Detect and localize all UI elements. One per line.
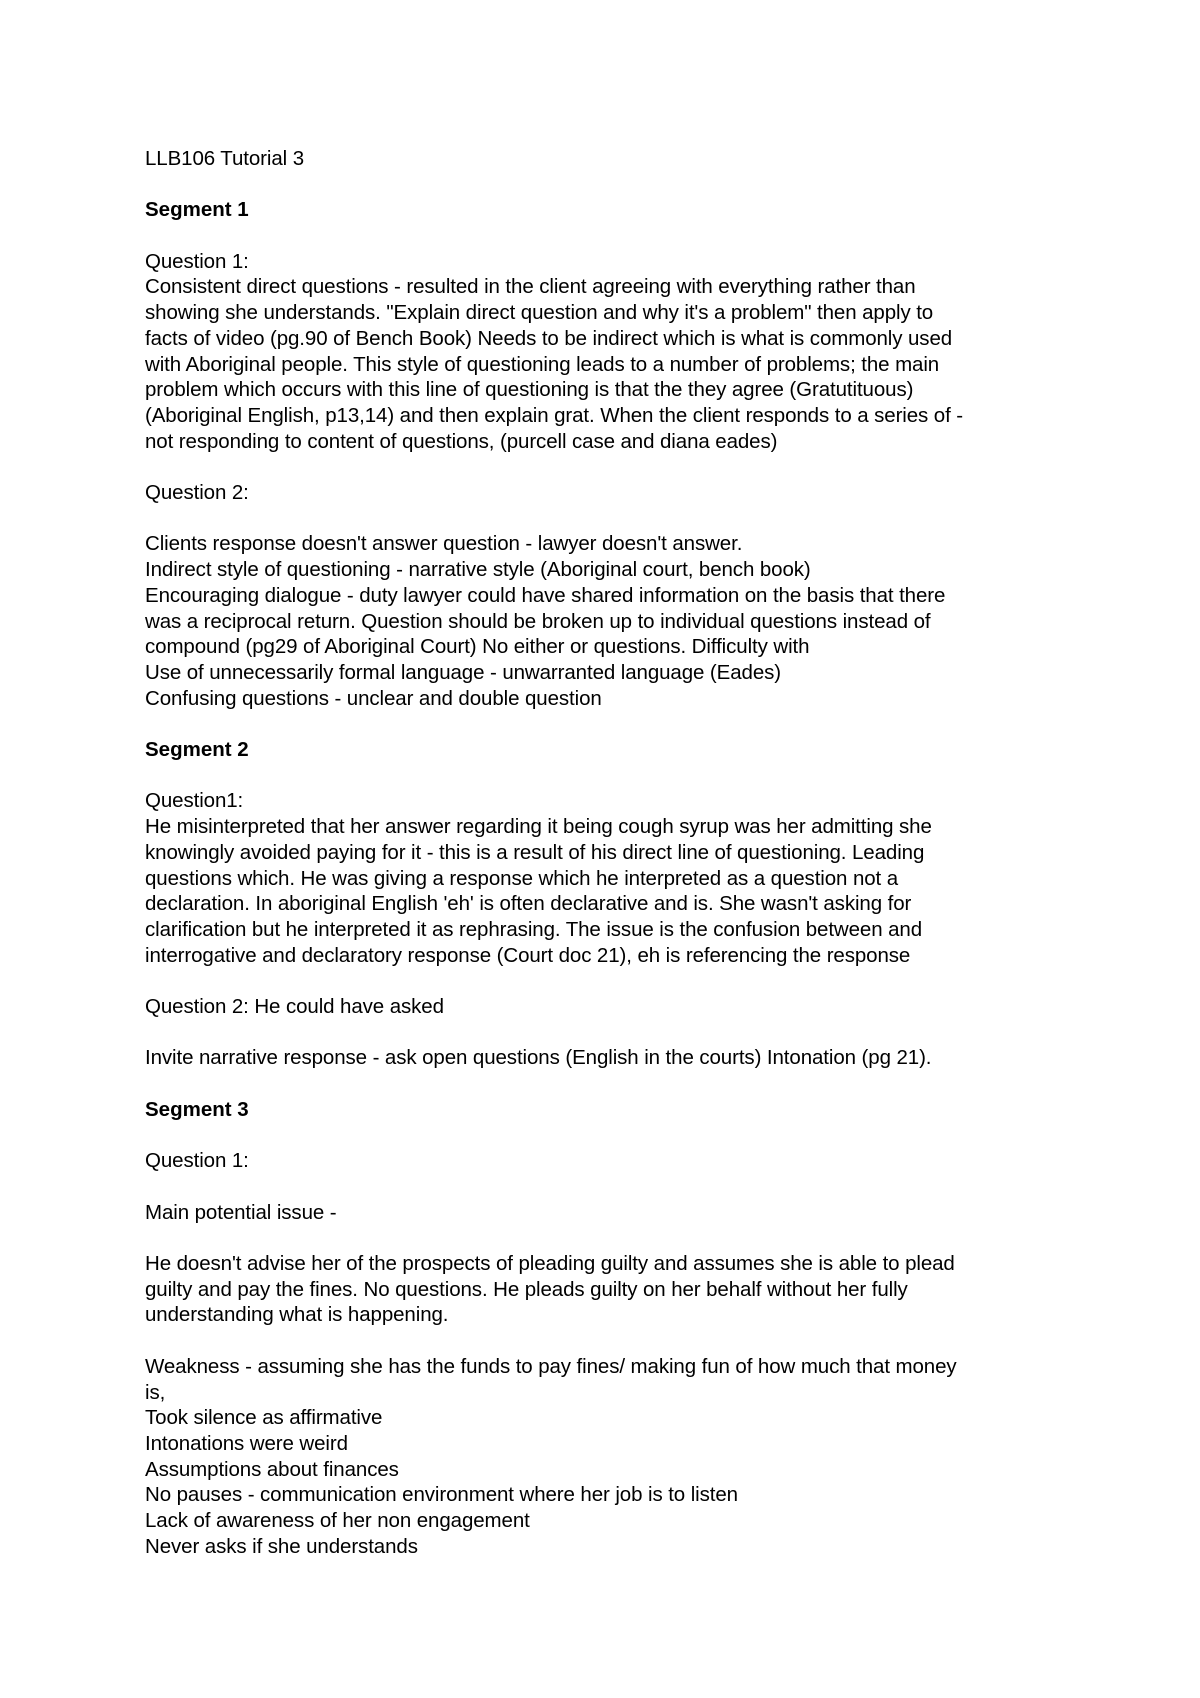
text-line: compound (pg29 of Aboriginal Court) No either or questions. Difficulty with [145,635,810,659]
text-line: Invite narrative response - ask open questions (English in the courts) Intonation (pg 21). [145,1046,932,1070]
spacer [145,1123,1065,1149]
spacer [145,506,1065,532]
text-line: understanding what is happening. [145,1303,449,1327]
spacer [145,1174,1065,1200]
text-line: questions which. He was giving a response which he interpreted as a question not a [145,866,899,890]
text-line: showing she understands. "Explain direct question and why it's a problem" then apply to [145,301,934,325]
text-line: Intonations were weird [145,1431,348,1455]
segment-2-question-1-label: Question1: [145,789,244,813]
main-issue-label: Main potential issue - [145,1200,337,1224]
text-line: Lack of awareness of her non engagement [145,1509,530,1533]
segment-1-question-1-label: Question 1: [145,249,249,273]
text-line: No pauses - communication environment where her job is to listen [145,1483,738,1507]
spacer [145,454,1065,480]
text-line: Consistent direct questions - resulted in the client agreeing with everything rather than [145,275,916,299]
spacer [145,763,1065,789]
text-line: He misinterpreted that her answer regarding it being cough syrup was her admitting she [145,815,932,839]
spacer [145,1071,1065,1097]
text-line: facts of video (pg.90 of Bench Book) Needs to be indirect which is what is commonly used [145,326,953,350]
document-title: LLB106 Tutorial 3 [145,147,304,170]
spacer [145,968,1065,994]
segment-2-question-2-label: Question 2: He could have asked [145,995,444,1019]
segment-1-heading: Segment 1 [145,198,249,222]
text-line: problem which occurs with this line of questioning is that the they agree (Gratutituous) [145,378,914,402]
text-line: Assumptions about finances [145,1457,399,1481]
segment-3-heading: Segment 3 [145,1097,249,1121]
text-line: with Aboriginal people. This style of questioning leads to a number of problems; the main [145,352,940,376]
spacer [145,172,1065,198]
text-line: Took silence as affirmative [145,1406,383,1430]
text-line: knowingly avoided paying for it - this is a result of his direct line of questioning. Leading [145,840,925,864]
text-line: Clients response doesn't answer question - lawyer doesn't answer. [145,532,743,556]
text-line: Weakness - assuming she has the funds to pay fines/ making fun of how much that money [145,1354,957,1378]
text-line: He doesn't advise her of the prospects of pleading guilty and assumes she is able to plead [145,1252,955,1276]
segment-3-question-1-label: Question 1: [145,1149,249,1173]
text-line: Encouraging dialogue - duty lawyer could have shared information on the basis that there [145,583,946,607]
text-line: is, [145,1380,166,1404]
text-line: declaration. In aboriginal English 'eh' is often declarative and is. She wasn't asking for [145,892,912,916]
text-line: interrogative and declaratory response (Court doc 21), eh is referencing the response [145,943,911,967]
spacer [145,1020,1065,1046]
spacer [145,1328,1065,1354]
spacer [145,1225,1065,1251]
text-line: Never asks if she understands [145,1534,418,1558]
segment-2-heading: Segment 2 [145,738,249,762]
text-line: (Aboriginal English, p13,14) and then explain grat. When the client responds to a series of - [145,404,964,427]
segment-1-question-2-label: Question 2: [145,481,249,505]
text-line: Use of unnecessarily formal language - unwarranted language (Eades) [145,661,782,684]
spacer [145,223,1065,249]
text-line: not responding to content of questions, (purcell case and diana eades) [145,429,778,453]
text-line: Confusing questions - unclear and double question [145,686,602,710]
text-line: guilty and pay the fines. No questions. He pleads guilty on her behalf without her fully [145,1277,908,1301]
text-line: Indirect style of questioning - narrative style (Aboriginal court, bench book) [145,558,811,582]
text-line: was a reciprocal return. Question should be broken up to individual questions instead of [145,609,931,633]
spacer [145,711,1065,737]
document-page [145,146,1065,1559]
text-line: clarification but he interpreted it as rephrasing. The issue is the confusion between and [145,918,923,941]
